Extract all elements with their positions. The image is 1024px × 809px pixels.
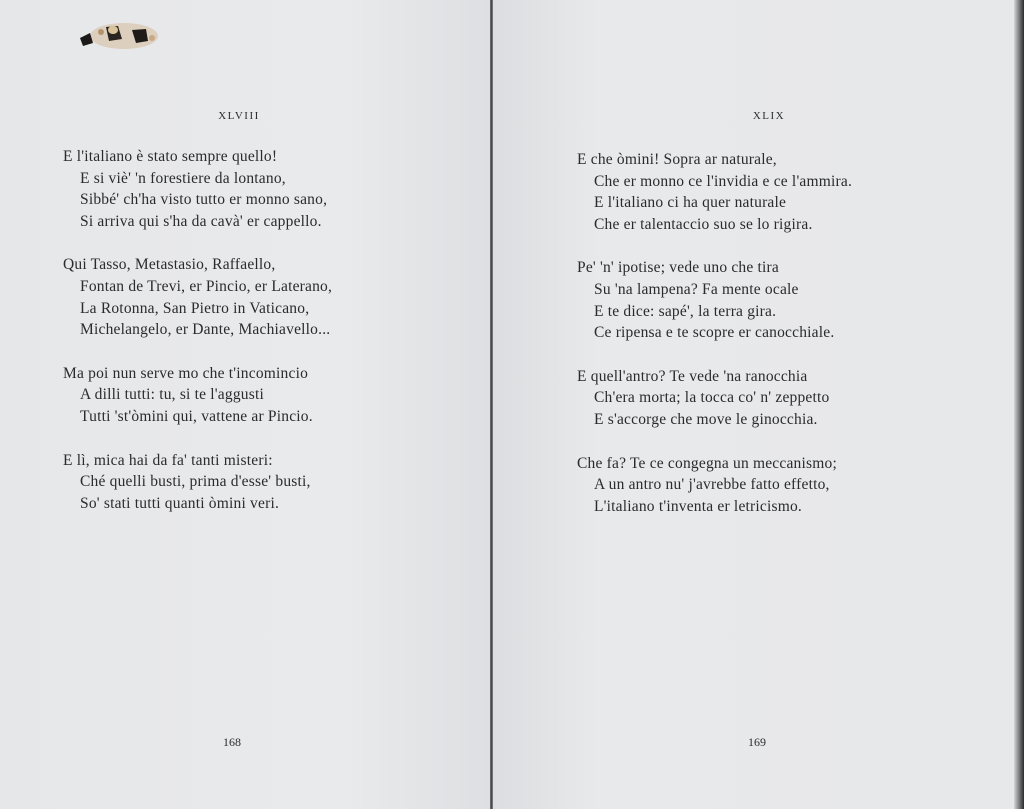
stanza (577, 149, 852, 235)
poem-line: Pe' 'n' ipotise; vede uno che tira (577, 259, 779, 277)
stanza (577, 366, 852, 431)
poem-line: Che fa? Te ce congegna un meccanismo; (577, 454, 837, 472)
page-number: 169 (748, 735, 766, 749)
poem-line: Ch'era morta; la tocca co' n' zeppetto (594, 389, 830, 407)
stanza (63, 450, 332, 515)
book-gutter (490, 0, 493, 809)
poem-line: Michelangelo, er Dante, Machiavello... (80, 321, 331, 339)
stanza (577, 257, 852, 343)
stanza (577, 453, 852, 518)
poem-line: Che er talentaccio suo se lo rigira. (594, 215, 813, 233)
poem-heading: XLIX (752, 110, 786, 122)
page-number: 168 (223, 735, 241, 749)
poem-line: Ché quelli busti, prima d'esse' busti, (80, 473, 311, 491)
poem-line: E che òmini! Sopra ar naturale, (577, 151, 777, 168)
poem-line: Fontan de Trevi, er Pincio, er Laterano, (80, 277, 333, 295)
poem-line: Ma poi nun serve mo che t'incomincio (63, 364, 309, 382)
poem-text (63, 146, 332, 536)
poem-line: E l'italiano ci ha quer naturale (594, 194, 787, 212)
poem-line: A dilli tutti: tu, si te l'aggusti (80, 386, 264, 404)
poem-line: A un antro nu' j'avrebbe fatto effetto, (594, 476, 830, 494)
right-page (491, 0, 1024, 809)
page-edge (1014, 0, 1024, 809)
ink-stain-icon (76, 22, 166, 54)
left-page (0, 0, 491, 809)
poem-text (577, 149, 852, 539)
poem-line: E quell'antro? Te vede 'na ranocchia (577, 367, 808, 385)
stanza (63, 254, 332, 340)
stanza (63, 146, 332, 232)
poem-line: E l'italiano è stato sempre quello! (63, 148, 278, 165)
poem-line: Sibbé' ch'ha visto tutto er monno sano, (80, 191, 328, 209)
poem-line: E s'accorge che move le ginocchia. (594, 410, 818, 428)
poem-line: E lì, mica hai da fa' tanti misteri: (63, 451, 273, 469)
stanza (63, 363, 332, 428)
poem-line: Qui Tasso, Metastasio, Raffaello, (63, 256, 276, 274)
poem-heading: XLVIII (218, 110, 260, 122)
poem-line: Su 'na lampena? Fa mente ocale (594, 280, 799, 298)
poem-line: So' stati tutti quanti òmini veri. (80, 494, 280, 512)
poem-line: La Rotonna, San Pietro in Vaticano, (80, 299, 310, 317)
poem-line: Ce ripensa e te scopre er canocchiale. (594, 324, 835, 342)
poem-line: L'italiano t'inventa er letricismo. (594, 497, 802, 515)
poem-line: E si viè' 'n forestiere da lontano, (80, 169, 286, 187)
poem-line: Tutti 'st'òmini qui, vattene ar Pincio. (80, 407, 313, 425)
poem-line: E te dice: sapé', la terra gira. (594, 302, 777, 320)
poem-line: Si arriva qui s'ha da cavà' er cappello. (80, 212, 322, 230)
poem-line: Che er monno ce l'invidia e ce l'ammira. (594, 172, 853, 190)
